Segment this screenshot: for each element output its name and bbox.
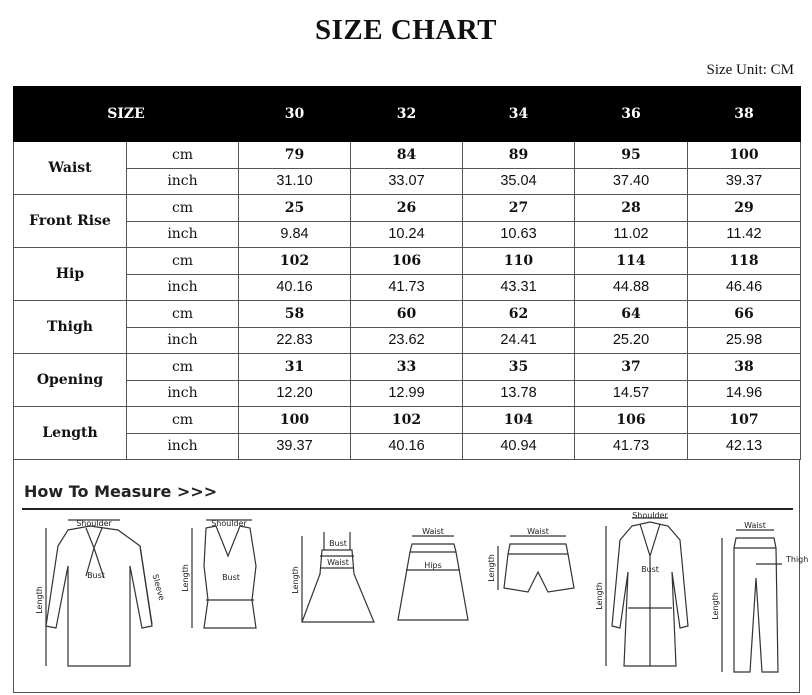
shoulder-label: Shoulder (632, 511, 668, 520)
value-cell: 28 (575, 195, 688, 222)
table-row (14, 433, 801, 460)
value-cell: 10.63 (463, 221, 575, 248)
table-row (14, 248, 801, 275)
table-row (14, 407, 801, 434)
value-cell: 104 (463, 407, 575, 434)
measurement-name: Length (14, 407, 127, 460)
value-cell: 24.41 (463, 327, 575, 354)
sleeve-label: Sleeve (150, 573, 167, 602)
thigh-label: Thigh (786, 555, 809, 564)
size-column-header: 30 (239, 87, 351, 142)
value-cell: 13.78 (463, 380, 575, 407)
unit-cell: inch (127, 274, 239, 301)
value-cell: 10.24 (351, 221, 463, 248)
value-cell: 29 (688, 195, 801, 222)
unit-cell: inch (127, 168, 239, 195)
value-cell: 102 (351, 407, 463, 434)
value-cell: 100 (688, 142, 801, 169)
waist-label: Waist (744, 521, 766, 530)
value-cell: 31 (239, 354, 351, 381)
table-row (14, 354, 801, 381)
bust-label: Bust (329, 539, 347, 548)
how-to-measure-title: How To Measure >>> (24, 482, 218, 501)
value-cell: 11.02 (575, 221, 688, 248)
blouse-illustration (46, 520, 152, 666)
how-to-measure-section (13, 460, 809, 693)
shoulder-label: Shoulder (76, 519, 112, 528)
value-cell: 12.99 (351, 380, 463, 407)
value-cell: 14.96 (688, 380, 801, 407)
value-cell: 43.31 (463, 274, 575, 301)
value-cell: 44.88 (575, 274, 688, 301)
divider (22, 508, 793, 510)
waist-label: Waist (527, 527, 549, 536)
length-label: Length (35, 586, 44, 614)
measurement-name: Front Rise (14, 195, 127, 248)
value-cell: 35 (463, 354, 575, 381)
trousers-illustration (722, 530, 782, 672)
value-cell: 42.13 (688, 433, 801, 460)
value-cell: 33.07 (351, 168, 463, 195)
value-cell: 25.98 (688, 327, 801, 354)
table-row (14, 142, 801, 169)
value-cell: 35.04 (463, 168, 575, 195)
waist-label: Waist (327, 558, 349, 567)
table-row (14, 327, 801, 354)
value-cell: 25.20 (575, 327, 688, 354)
value-cell: 41.73 (351, 274, 463, 301)
measurement-name: Waist (14, 142, 127, 195)
unit-cell: inch (127, 221, 239, 248)
value-cell: 110 (463, 248, 575, 275)
waist-label: Waist (422, 527, 444, 536)
unit-cell: cm (127, 407, 239, 434)
value-cell: 9.84 (239, 221, 351, 248)
value-cell: 62 (463, 301, 575, 328)
value-cell: 37.40 (575, 168, 688, 195)
value-cell: 40.16 (351, 433, 463, 460)
value-cell: 46.46 (688, 274, 801, 301)
unit-cell: cm (127, 354, 239, 381)
value-cell: 66 (688, 301, 801, 328)
hips-label: Hips (424, 561, 442, 570)
value-cell: 84 (351, 142, 463, 169)
size-column-header: 34 (463, 87, 575, 142)
value-cell: 41.73 (575, 433, 688, 460)
size-column-header: 36 (575, 87, 688, 142)
value-cell: 64 (575, 301, 688, 328)
size-column-header: 38 (688, 87, 801, 142)
skirt-illustration (398, 536, 468, 620)
bust-label: Bust (87, 571, 105, 580)
length-label: Length (291, 566, 300, 594)
length-label: Length (181, 564, 190, 592)
garment-illustrations (20, 511, 809, 692)
value-cell: 89 (463, 142, 575, 169)
size-header: SIZE (14, 87, 239, 142)
value-cell: 38 (688, 354, 801, 381)
value-cell: 39.37 (688, 168, 801, 195)
header-row (14, 87, 801, 142)
unit-cell: cm (127, 195, 239, 222)
table-row (14, 301, 801, 328)
table-row (14, 168, 801, 195)
table-row (14, 221, 801, 248)
length-label: Length (595, 582, 604, 610)
value-cell: 33 (351, 354, 463, 381)
size-column-header: 32 (351, 87, 463, 142)
shoulder-label: Shoulder (211, 519, 247, 528)
value-cell: 100 (239, 407, 351, 434)
measurement-name: Thigh (14, 301, 127, 354)
unit-cell: cm (127, 248, 239, 275)
value-cell: 31.10 (239, 168, 351, 195)
value-cell: 106 (575, 407, 688, 434)
value-cell: 40.16 (239, 274, 351, 301)
unit-cell: inch (127, 380, 239, 407)
value-cell: 23.62 (351, 327, 463, 354)
value-cell: 39.37 (239, 433, 351, 460)
table-row (14, 274, 801, 301)
size-unit-label: Size Unit: CM (706, 62, 794, 78)
value-cell: 118 (688, 248, 801, 275)
measurement-name: Opening (14, 354, 127, 407)
value-cell: 14.57 (575, 380, 688, 407)
value-cell: 107 (688, 407, 801, 434)
value-cell: 37 (575, 354, 688, 381)
unit-cell: inch (127, 327, 239, 354)
value-cell: 26 (351, 195, 463, 222)
value-cell: 40.94 (463, 433, 575, 460)
value-cell: 102 (239, 248, 351, 275)
value-cell: 12.20 (239, 380, 351, 407)
table-row (14, 380, 801, 407)
value-cell: 11.42 (688, 221, 801, 248)
shorts-illustration (498, 536, 574, 592)
size-chart-table (13, 86, 801, 460)
unit-cell: cm (127, 142, 239, 169)
measurement-name: Hip (14, 248, 127, 301)
value-cell: 114 (575, 248, 688, 275)
value-cell: 60 (351, 301, 463, 328)
unit-cell: inch (127, 433, 239, 460)
value-cell: 79 (239, 142, 351, 169)
value-cell: 106 (351, 248, 463, 275)
page-title: SIZE CHART (314, 14, 498, 46)
bust-label: Bust (641, 565, 659, 574)
unit-cell: cm (127, 301, 239, 328)
value-cell: 58 (239, 301, 351, 328)
value-cell: 25 (239, 195, 351, 222)
length-label: Length (487, 554, 496, 582)
value-cell: 22.83 (239, 327, 351, 354)
length-label: Length (711, 592, 720, 620)
table-row (14, 195, 801, 222)
value-cell: 95 (575, 142, 688, 169)
value-cell: 27 (463, 195, 575, 222)
coat-illustration (606, 518, 688, 666)
bust-label: Bust (222, 573, 240, 582)
